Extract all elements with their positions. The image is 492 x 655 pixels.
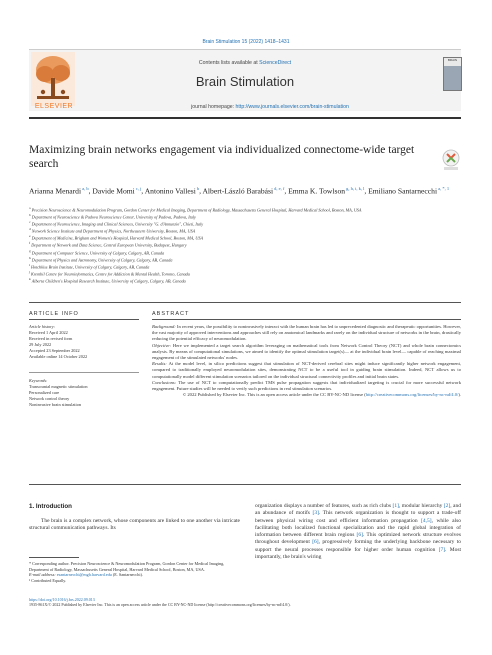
- crossmark-icon[interactable]: [441, 149, 461, 171]
- affiliation-item: [29, 241, 461, 248]
- email-label: E-mail address:: [29, 572, 57, 578]
- elsevier-tree-logo: [31, 52, 75, 106]
- citation-link[interactable]: [4,5]: [421, 517, 432, 524]
- affiliation-list: [29, 206, 461, 284]
- author-name[interactable]: Emma K. Towlson: [288, 186, 346, 196]
- affiliation-text: Krembil Centre for Neuroinformatics, Centre for Addiction & Mental Health, Toronto, Canada: [31, 271, 190, 277]
- citation-link[interactable]: [7]: [438, 546, 446, 553]
- abstract-heading: ABSTRACT: [152, 311, 190, 317]
- citation-link[interactable]: [2]: [443, 503, 451, 509]
- publisher-name: ELSEVIER: [34, 103, 74, 110]
- journal-reference-link[interactable]: Brain Stimulation 15 (2022) 1418–1431: [202, 39, 290, 45]
- author-affiliation-marker[interactable]: b: [196, 186, 200, 191]
- abstract-divider: [152, 319, 461, 320]
- abstract-body: [152, 324, 461, 398]
- affiliation-text: Department of Neuroscience & Padova Neuroscience Center, University of Padova, Padova, Italy: [31, 214, 196, 220]
- author-affiliation-marker[interactable]: g, h, i, k, l: [346, 186, 365, 191]
- affiliation-item: [29, 234, 461, 241]
- article-info-heading: ARTICLE INFO: [29, 311, 79, 317]
- affiliation-item: [29, 213, 461, 220]
- abstract-section-label: Objective:: [152, 342, 172, 348]
- author-list: Arianna Menardi$^{a, b}$, Davide Momi$^{c, j}$, Antonino Vallesi$^b$, Albert-László Barabási$^{d, e, f}$, Emma K. Towlson$^{g, h, i, k, l}$, Emiliano Santarnecchi$^{a, *, 1}$: [29, 186, 450, 196]
- contents-line: [80, 60, 410, 66]
- citation-link[interactable]: [3]: [312, 510, 319, 517]
- header-divider: [29, 117, 461, 119]
- abstract-copyright: [152, 392, 461, 398]
- citation-link[interactable]: [1]: [392, 503, 399, 509]
- history-item: Accepted 23 September 2022: [29, 348, 80, 353]
- affiliation-item: [29, 220, 461, 227]
- keyword-item: Personalized care: [29, 390, 60, 395]
- affiliation-item: [29, 227, 461, 234]
- introduction-heading: 1. Introduction: [29, 503, 72, 510]
- abstract-section-label: Background:: [152, 324, 176, 329]
- citation-link[interactable]: [6]: [356, 532, 363, 539]
- affiliation-marker: e: [29, 234, 31, 239]
- homepage-prefix: journal homepage:: [191, 104, 236, 110]
- copyright-end: ).: [458, 392, 461, 398]
- author-affiliation-marker[interactable]: c, j: [135, 186, 142, 191]
- introduction-left-column: The brain is a complex network, whose components are linked to one another via intricate structural communication pathways. Its: [29, 518, 240, 532]
- license-line: 1935-861X/© 2022 Published by Elsevier Inc. This is an open access article under the CC BY-NC-ND license (http://creativecommons.org/licenses/by-nc-nd/4.0/).: [29, 602, 291, 608]
- affiliation-text: Hotchkiss Brain Institute, University of Calgary, Calgary, AB, Canada: [31, 264, 150, 270]
- article-history: [29, 324, 139, 360]
- affiliation-item: [29, 263, 461, 270]
- footnotes: [29, 561, 240, 584]
- affiliation-marker: a: [29, 206, 31, 210]
- journal-cover-label: BRAIN: [444, 58, 461, 66]
- author-affiliation-marker[interactable]: d, e, f: [274, 186, 285, 191]
- affiliation-text: Network Science Institute and Department of Physics, Northeastern University, Boston, MA, USA: [31, 228, 196, 234]
- abstract-section: [152, 324, 461, 343]
- affiliation-marker: b: [29, 213, 31, 218]
- keywords-list: [29, 384, 139, 408]
- affiliation-text: Alberta Children's Hospital Research Institute, University of Calgary, Calgary, AB, Canada: [31, 278, 186, 284]
- author-affiliation-marker[interactable]: a, *, 1: [438, 186, 450, 191]
- footnote-divider: [29, 557, 79, 558]
- abstract-section: [152, 380, 461, 392]
- affiliation-marker: j: [29, 269, 30, 274]
- history-label: Article history:: [29, 324, 56, 329]
- affiliations-divider: [29, 302, 461, 303]
- affiliation-item: [29, 249, 461, 256]
- license-link[interactable]: http://creativecommons.org/licenses/by-nc-nd/4.0/: [365, 392, 459, 398]
- abstract-sections: [152, 324, 461, 392]
- history-item: Available online 14 October 2022: [29, 354, 88, 359]
- keywords-divider: [29, 372, 139, 373]
- email-link[interactable]: esantarnecchi@mgh.harvard.edu: [56, 572, 112, 578]
- affiliation-marker: i: [29, 262, 30, 267]
- copyright-text: © 2022 Published by Elsevier Inc. This is an open access article under the CC BY-NC-ND license (: [182, 392, 366, 398]
- abstract-section-text: The use of NCT to computationally predict TMS pulse propagation suggests that individualized targeting is crucial for more successful network engagement. Future studies will be needed to verify such predictions in real stimulation scenarios.: [152, 379, 461, 392]
- equal-contribution-note: ¹ Contributed Equally.: [29, 578, 67, 584]
- author-affiliation-marker[interactable]: a, b: [82, 186, 89, 191]
- affiliation-marker: d: [29, 227, 31, 232]
- affiliation-marker: g: [29, 248, 31, 253]
- keywords-block: [29, 378, 139, 408]
- keyword-item: Network control theory: [29, 396, 70, 401]
- contents-prefix: Contents lists available at: [198, 60, 260, 66]
- affiliation-text: Department of Neuroscience, Imaging and Clinical Sciences, University "G. d'Annunzio", Chieti, Italy: [31, 221, 204, 227]
- abstract-section: [152, 361, 461, 380]
- author-name[interactable]: Emiliano Santarnecchi: [368, 186, 438, 196]
- abstract-section: [152, 343, 461, 362]
- affiliation-text: Department of Physics and Astronomy, University of Calgary, Calgary, AB, Canada: [31, 257, 173, 263]
- email-suffix: (E. Santarnecchi).: [111, 572, 143, 578]
- article-title: Maximizing brain networks engagement via individualized connectome-wide target search: [29, 144, 415, 170]
- abstract-section-text: At the model level, in silico predictions suggest that stimulation of NCT-derived cerebral sites might induce significantly higher network engagement, compared to traditionally employed neuromodulation sites, demonstrating NCT to be a useful tool in guiding brain stimulation. Indeed, NCT allows us to computationally model different stimulation scenarios tailored on the individual structural connectivity profiles and initial brain states.: [152, 361, 461, 379]
- affiliation-marker: f: [29, 241, 31, 246]
- keyword-item: Transcranial magnetic stimulation: [29, 384, 88, 389]
- abstract-bottom-divider: [29, 484, 461, 485]
- corresponding-author-note: * Corresponding author. Precision Neuroscience & Neuromodulation Program, Gordon Center for Medical Imaging, Department of Radiology, Massachusetts General Hospital, Harvard Medical School, Boston, MA, USA.: [29, 561, 225, 572]
- author-name[interactable]: Arianna Menardi: [29, 186, 82, 196]
- affiliation-item: [29, 277, 461, 284]
- history-item: Received in revised form: [29, 336, 73, 341]
- affiliation-item: [29, 206, 461, 213]
- history-item: 29 July 2022: [29, 342, 52, 347]
- history-list: [29, 330, 139, 360]
- sciencedirect-link[interactable]: ScienceDirect: [259, 60, 292, 66]
- author-name[interactable]: Antonino Vallesi: [144, 186, 196, 196]
- affiliation-marker: k: [29, 276, 31, 281]
- homepage-line: [80, 104, 460, 110]
- abstract-section-label: Conclusions:: [152, 379, 177, 385]
- affiliation-item: [29, 270, 461, 277]
- article-info-divider: [29, 319, 139, 320]
- journal-title: Brain Stimulation: [195, 74, 295, 89]
- doi-block: [29, 597, 461, 608]
- keywords-label: Keywords:: [29, 378, 48, 383]
- doi-link[interactable]: https://doi.org/10.1016/j.brs.2022.09.013: [29, 597, 95, 602]
- affiliation-text: Precision Neuroscience & Neuromodulation Program, Gordon Center for Medical Imaging, Department of Radiology, Massachusetts General Hospital, Harvard Medical School, Boston, MA, USA: [31, 207, 362, 213]
- abstract-section-text: In recent years, the possibility to noninvasively interact with the human brain has led to unprecedented diagnostic and therapeutic opportunities. However, the vast majority of approved interventions and approaches still rely on anatomical landmarks and rarely on the individual structure of networks in the brain, drastically reducing the potential efficacy of neuromodulation.: [152, 324, 461, 342]
- affiliation-text: Department of Medicine, Brigham and Women's Hospital, Harvard Medical School, Boston, MA, USA: [31, 235, 204, 241]
- affiliation-text: Department of Network and Data Science, Central European University, Budapest, Hungary: [31, 242, 187, 248]
- introduction-right-column: organization displays a number of features, such as rich clubs [1], modular hierarchy [2], and an abundance of motifs [3]. This network organization is thought to support a trade-off between physical wiring cost and efficient information propagation [4,5], while also facilitating both localized functional specialization and the rapid global integration of information between different brain regions [6]. This optimized network structure evolves throughout development [6], progressively forming the underlying backbone necessary to support the neural processes responsible for higher order human cognition [7]. Most importantly, the brain's wiring: [255, 503, 462, 561]
- affiliation-marker: h: [29, 255, 31, 260]
- keyword-item: Noninvasive brain stimulation: [29, 402, 82, 407]
- author-name[interactable]: Albert-László Barabási: [202, 186, 274, 196]
- author-name[interactable]: Davide Momi: [92, 186, 135, 196]
- abstract-section-text: Here we implemented a target search algorithm leveraging on mathematical tools from Network Control Theory (NCT) and whole brain connectomics analysis. By means of computational simulations, we aimed to identify the optimal stimulation target(s)— at the individual brain level— capable of reaching maximal engagement of the stimulated networks' nodes.: [152, 342, 461, 361]
- citation-link[interactable]: [6]: [312, 539, 319, 546]
- affiliation-item: [29, 256, 461, 263]
- affiliation-marker: c: [29, 220, 31, 225]
- abstract-section-label: Results:: [152, 361, 167, 367]
- homepage-link[interactable]: http://www.journals.elsevier.com/brain-stimulation: [235, 104, 349, 110]
- affiliation-text: Department of Computer Science, University of Calgary, Calgary, AB, Canada: [31, 249, 165, 255]
- history-item: Received 1 April 2022: [29, 330, 68, 335]
